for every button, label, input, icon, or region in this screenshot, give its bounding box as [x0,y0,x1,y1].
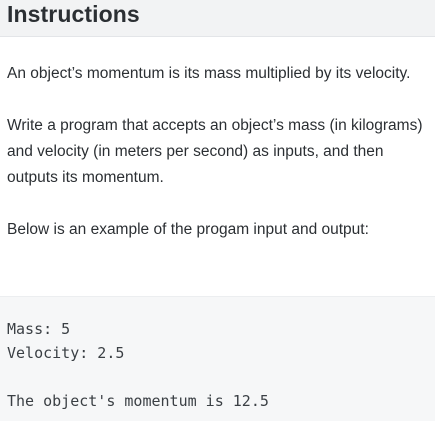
example-line-mass: Mass: 5 [7,320,71,338]
example-line-velocity: Velocity: 2.5 [7,344,125,362]
instruction-paragraph-momentum-definition: An object’s momentum is its mass multiplied by its velocity. [7,65,411,82]
page-title: Instructions [7,1,140,27]
instructions-body [7,61,427,269]
example-code-block [0,296,435,421]
instruction-paragraph-task: Write a program that accepts an object’s mass (in kilograms) and velocity (in meters per second) as inputs, and then outputs its momentum. [7,117,423,186]
instruction-paragraph-example-intro: Below is an example of the progam input and output: [7,221,369,238]
instructions-header [0,0,435,37]
example-line-output: The object's momentum is 12.5 [7,392,269,410]
